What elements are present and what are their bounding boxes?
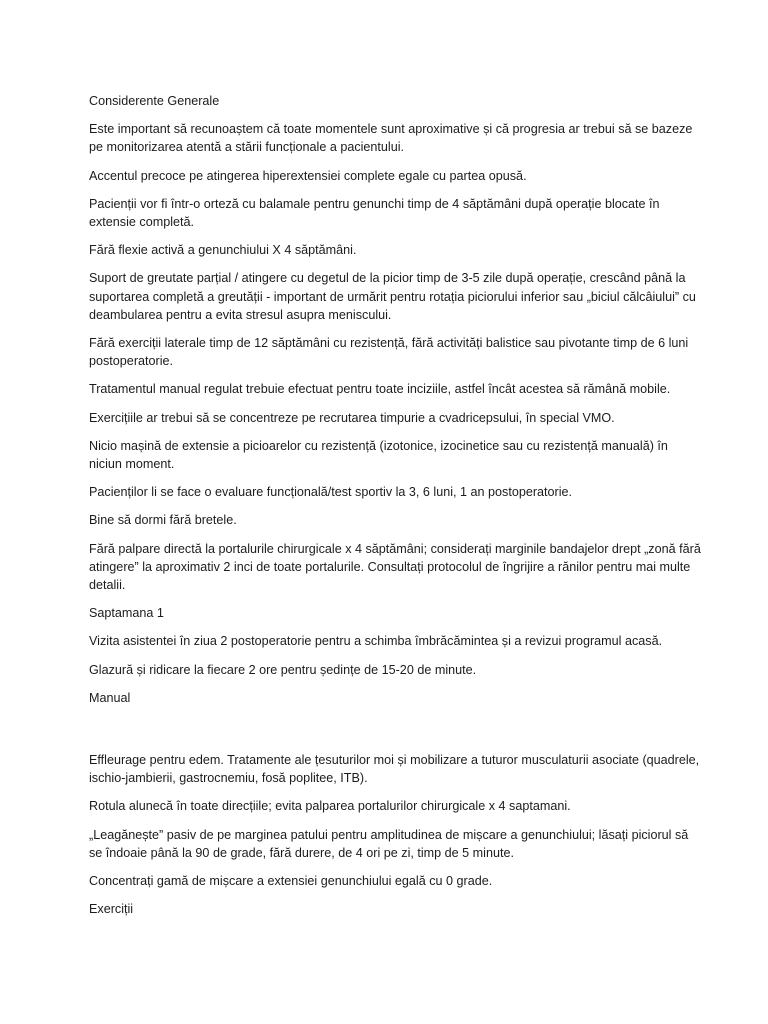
paragraph-extension-range: Concentrați gamă de mișcare a extensiei genunchiului egală cu 0 grade. [89,874,493,889]
paragraph-hyperextension: Accentul precoce pe atingerea hiperextensiei complete egale cu partea opusă. [89,168,527,183]
paragraph-effleurage: Effleurage pentru edem. Tratamente ale țesuturilor moi și mobilizare a tuturor musculaturii asociate (quadrele, ischio-jambierii, gastrocnemiu, fosă poplitee, ITB). [89,753,700,786]
section-heading-exercises: Exerciții [89,902,134,917]
paragraph-patella-glide: Rotula alunecă în toate direcțiile; evita palparea portalurilor chirurgicale x 4 saptamani. [89,799,571,814]
paragraph-sleep-without-brace: Bine să dormi fără bretele. [89,513,237,528]
paragraph-icing: Glazură și ridicare la fiecare 2 ore pentru ședințe de 15-20 de minute. [89,662,477,677]
paragraph-quadriceps-focus: Exercițiile ar trebui să se concentreze pe recrutarea timpurie a cvadricepsului, în special VMO. [89,410,615,425]
paragraph-manual-treatment: Tratamentul manual regulat trebuie efectuat pentru toate inciziile, astfel încât acestea să rămână mobile. [89,382,671,397]
section-heading-week-1: Saptamana 1 [89,606,164,621]
paragraph-no-extension-machine: Nicio mașină de extensie a picioarelor cu rezistență (izotonice, izocinetice sau cu rezistență manuală) în niciun moment. [89,438,668,472]
section-heading-general: Considerente Generale [89,94,220,108]
paragraph-knee-brace: Pacienții vor fi într-o orteză cu balamale pentru genunchi timp de 4 săptămâni după operație blocate în extensie completă. [89,196,660,230]
paragraph-approximate-timing: Este important să recunoaștem că toate momentele sunt aproximative și că progresia ar trebui să se bazeze pe monitorizarea atentă a stării funcționale a pacientului. [89,122,693,155]
paragraph-no-active-flexion: Fără flexie activă a genunchiului X 4 săptămâni. [89,243,357,258]
paragraph-passive-swing: „Leagănește” pasiv de pe marginea patului pentru amplitudinea de mișcare a genunchiului; lăsați piciorul să se îndoaie până la 90 de grade, fără durere, de 4 ori pe zi, timp de 5 minute. [89,827,689,860]
paragraph-no-lateral-exercises: Fără exerciții laterale timp de 12 săptămâni cu rezistență, fără activități balistice sau pivotante timp de 6 luni postoperatorie. [89,336,689,369]
section-heading-manual: Manual [89,690,131,705]
document-page [89,92,704,929]
paragraph-weight-bearing: Suport de greutate parțial / atingere cu degetul de la picior timp de 3-5 zile după operație, crescând până la suportarea completă a greutății - important de urmărit pentru rotația piciorului inferior sau „biciul călcâiului” cu deambularea pentru a evita stresul asupra meniscului. [89,271,696,322]
paragraph-nurse-visit: Vizita asistentei în ziua 2 postoperatorie pentru a schimba îmbrăcămintea și a revizui programul acasă. [89,634,663,649]
paragraph-functional-evaluation: Pacienților li se face o evaluare funcțională/test sportiv la 3, 6 luni, 1 an postoperatorie. [89,485,573,500]
paragraph-no-palpation: Fără palpare directă la portalurile chirurgicale x 4 săptămâni; considerați marginile bandajelor drept „zonă fără atingere” la aproximativ 2 inci de toate portalurile. Consultați protocolul de îngrijire a rănilor pentru mai multe detalii. [89,541,701,593]
